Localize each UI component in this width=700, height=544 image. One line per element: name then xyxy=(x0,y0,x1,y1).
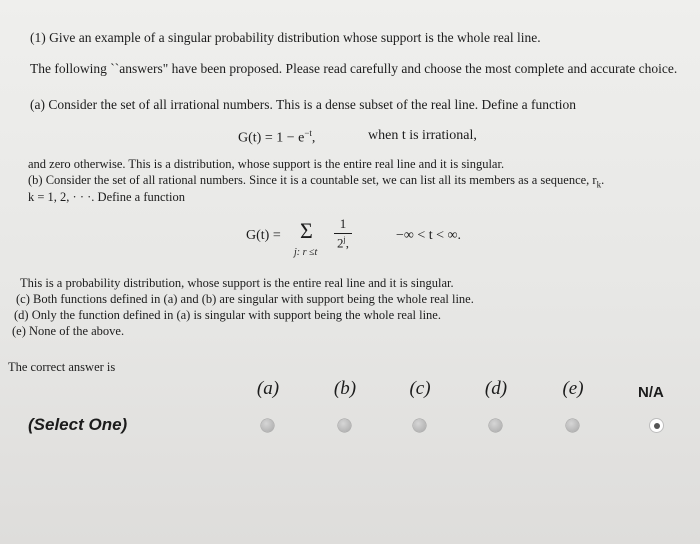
option-d-text: (d) Only the function defined in (a) is singular with support being the whole real line. xyxy=(14,308,441,322)
option-a-text: (a) Consider the set of all irrational numbers. This is a dense subset of the real line. Define a function xyxy=(30,97,576,112)
formula-b-lhs: G(t) = xyxy=(246,228,281,243)
formula-a-body: G(t) = 1 − e xyxy=(238,130,305,146)
formula-b-denominator-exponent: j xyxy=(343,235,346,244)
formula-b-sigma: Σ xyxy=(300,218,313,243)
option-b-continued: This is a probability distribution, whose support is the entire real line and it is singular. xyxy=(20,276,454,290)
radio-option-na[interactable] xyxy=(650,419,663,432)
select-one-label: (Select One) xyxy=(28,415,128,434)
option-a-continued: and zero otherwise. This is a distribution, whose support is the entire real line and it is singular. xyxy=(28,157,505,171)
option-b-index-line: k = 1, 2, · · ·. Define a function xyxy=(28,190,186,204)
question-title: (1) Give an example of a singular probability distribution whose support is the whole real line. xyxy=(30,30,541,45)
answer-prompt: The correct answer is xyxy=(8,360,116,374)
formula-a-exponent: −t xyxy=(304,128,312,138)
formula-b-range: −∞ < t < ∞. xyxy=(396,228,462,243)
option-label-d: (d) xyxy=(484,378,508,399)
formula-a: $G(t) = 1 - e^{-t}$, xyxy=(238,128,316,146)
formula-b-fraction-bar xyxy=(334,233,352,234)
option-label-b: (b) xyxy=(333,378,357,399)
radio-option-c[interactable] xyxy=(413,419,426,432)
question-intro: The following ``answers" have been proposed. Please read carefully and choose the most complete and accurate choice. xyxy=(30,61,678,76)
radio-option-a[interactable] xyxy=(261,419,274,432)
radio-option-b[interactable] xyxy=(338,419,351,432)
radio-option-e[interactable] xyxy=(566,419,579,432)
option-b-subscript: k xyxy=(596,179,602,190)
option-c-text: (c) Both functions defined in (a) and (b) are singular with support being the whole real line. xyxy=(16,292,474,306)
formula-b-sum-index: j: r ≤t xyxy=(294,247,318,258)
option-label-a: (a) xyxy=(256,378,280,399)
formula-a-condition: when t is irrational, xyxy=(368,128,477,143)
formula-b-numerator: 1 xyxy=(339,216,347,231)
option-e-text: (e) None of the above. xyxy=(12,324,125,338)
option-label-na: N/A xyxy=(638,384,664,401)
option-label-c: (c) xyxy=(409,378,431,399)
formula-b-denominator: 2$^j$, xyxy=(337,235,349,251)
option-label-e: (e) xyxy=(562,378,584,399)
radio-option-d[interactable] xyxy=(489,419,502,432)
option-b-text: (b) Consider the set of all rational numbers. Since it is a countable set, we can list all its members as a sequence, $r_k$. xyxy=(28,173,605,190)
option-b-text-body: (b) Consider the set of all rational numbers. Since it is a countable set, we can list all its members as a sequence, r xyxy=(28,173,597,187)
formula-b-denominator-base: 2 xyxy=(337,235,344,251)
